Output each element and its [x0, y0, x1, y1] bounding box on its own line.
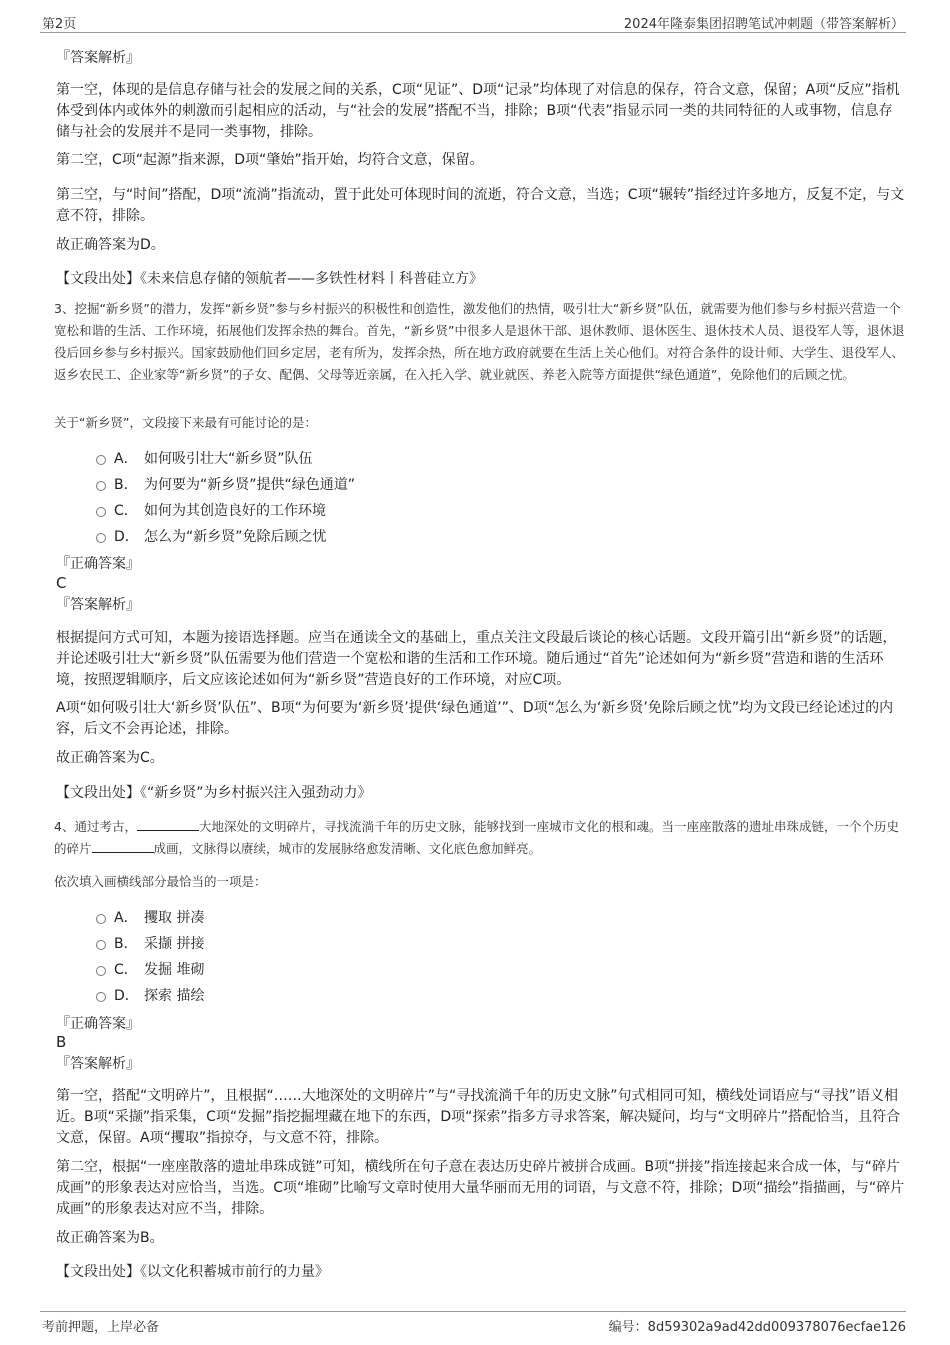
- q2-source: 【文段出处】《未来信息存储的领航者——多铁性材料丨科普硅立方》: [56, 271, 483, 287]
- q4-conclusion: 故正确答案为B。: [56, 1230, 164, 1246]
- q4-option-d[interactable]: D． 探索 描绘: [56, 983, 656, 1009]
- radio-button[interactable]: [96, 507, 106, 517]
- radio-button[interactable]: [96, 533, 106, 543]
- q3-stem: 3、挖掘“新乡贤”的潜力，发挥“新乡贤”参与乡村振兴的积极性和创造性，激发他们的热情，吸引壮大“新乡贤”队伍，就需要为他们参与乡村振兴营造一个宽松和谐的生活、工作环境，拓展他们发挥余热的舞台。首先，“新乡贤”中很多人是退休干部、退休教师、退休医生、退休技术人员、退役军人等，退休退役后回乡参与乡村振兴。国家鼓励他们回乡定居，老有所为，发挥余热，所在地方政府就要在生活上关心他们。对符合条件的设计师、大学生、退役军人、返乡农民工、企业家等“新乡贤”的子女、配偶、父母等近亲属，在入托入学、就业就医、养老入院等方面提供“绿色通道”，免除他们的后顾之忧。: [54, 301, 905, 382]
- page-header: [40, 10, 906, 33]
- q3-conclusion: 故正确答案为C。: [56, 750, 164, 766]
- radio-button[interactable]: [96, 481, 106, 491]
- q3-prompt: 关于“新乡贤”，文段接下来最有可能讨论的是：: [54, 415, 317, 430]
- q3-analysis-p2: A项“如何吸引壮大‘新乡贤’队伍”、B项“为何要为‘新乡贤’提供‘绿色通道’”、D项“怎么为‘新乡贤’免除后顾之忧”均为文段已经论述过的内容，后文不会再论述，排除。: [56, 700, 894, 737]
- q3-option-c[interactable]: C． 如何为其创造良好的工作环境: [56, 498, 656, 524]
- q3-option-d[interactable]: D． 怎么为“新乡贤”免除后顾之忧: [56, 524, 656, 550]
- q4-option-c[interactable]: C． 发掘 堆砌: [56, 957, 656, 983]
- q3-option-b[interactable]: B． 为何要为“新乡贤”提供“绿色通道”: [56, 472, 656, 498]
- q4-option-a[interactable]: A． 攫取 拼凑: [56, 905, 656, 931]
- q3-analysis-p1: 根据提问方式可知，本题为接语选择题。应当在通读全文的基础上，重点关注文段最后谈论的核心话题。文段开篇引出“新乡贤”的话题，并论述吸引壮大“新乡贤”队伍需要为他们营造一个宽松和谐的生活和工作环境。随后通过“首先”论述如何为“新乡贤”营造和谐的生活环境，按照逻辑顺序，后文应该论述如何为“新乡贤”营造良好的工作环境，对应C项。: [56, 630, 897, 688]
- radio-button[interactable]: [96, 914, 106, 924]
- q2-conclusion: 故正确答案为D。: [56, 237, 165, 253]
- q2-analysis-p1: 第一空，体现的是信息存储与社会的发展之间的关系，C项“见证”、D项“记录”均体现了对信息的保存，符合文意，保留；A项“反应”指机体受到体内或体外的刺激而引起相应的活动，与“社会的发展”搭配不当，排除；B项“代表”指显示同一类的共同特征的人或事物，信息存储与社会的发展并不是同一类事物，排除。: [56, 82, 900, 140]
- fill-blank: [92, 840, 154, 853]
- q2-analysis-label: 『答案解析』: [56, 50, 140, 66]
- radio-button[interactable]: [96, 992, 106, 1002]
- footer-slogan: 考前押题，上岸必备: [42, 1320, 160, 1335]
- q2-analysis-p3: 第三空，与“时间”搭配，D项“流淌”指流动，置于此处可体现时间的流逝，符合文意，当选；C项“辗转”指经过许多地方，反复不定，与文意不符，排除。: [56, 187, 905, 224]
- fill-blank: [137, 818, 199, 831]
- q4-answer: B: [56, 1033, 67, 1051]
- q4-analysis-p2: 第二空，根据“一座座散落的遗址串珠成链”可知，横线所在句子意在表达历史碎片被拼合成画。B项“拼接”指连接起来合成一体，与“碎片成画”的形象表达对应恰当，当选。C项“堆砌”比喻写文章时使用大量华丽而无用的词语，与文意不符，排除；D项“描绘”指描画，与“碎片成画”的形象表达对应不当，排除。: [56, 1159, 905, 1217]
- q4-analysis-label: 『答案解析』: [56, 1056, 140, 1072]
- q4-analysis-p1: 第一空，搭配“文明碎片”，且根据“……大地深处的文明碎片”与“寻找流淌千年的历史文脉”句式相同可知，横线处词语应与“寻找”语义相近。B项“采撷”指采集，C项“发掘”指挖掘埋藏在地下的东西，D项“探索”指多方寻求答案，解决疑问，均与“文明碎片”搭配恰当，且符合文意，保留。A项“攫取”指掠夺，与文意不符，排除。: [56, 1088, 901, 1146]
- q3-options: [56, 446, 656, 550]
- q4-prompt: 依次填入画横线部分最恰当的一项是：: [54, 874, 267, 889]
- q3-answer: C: [56, 574, 67, 592]
- document-title: 2024年隆泰集团招聘笔试冲刺题（带答案解析）: [623, 17, 904, 32]
- q4-stem: 4、通过考古， 大地深处的文明碎片，寻找流淌千年的历史文脉，能够找到一座城市文化的根和魂。当一座座散落的遗址串珠成链，一个个历史的碎片 成画，文脉得以赓续，城市的发展脉络愈发清晰、文化底色愈加鲜亮。: [54, 819, 899, 856]
- q3-analysis-label: 『答案解析』: [56, 597, 140, 613]
- radio-button[interactable]: [96, 940, 106, 950]
- q4-source: 【文段出处】《以文化积蓄城市前行的力量》: [56, 1264, 329, 1280]
- q3-source: 【文段出处】《“新乡贤”为乡村振兴注入强劲动力》: [56, 785, 372, 801]
- radio-button[interactable]: [96, 455, 106, 465]
- page-number: 第2页: [42, 17, 77, 32]
- q2-analysis-p2: 第二空，C项“起源”指来源，D项“肇始”指开始，均符合文意，保留。: [56, 152, 484, 168]
- page-footer: [40, 1311, 906, 1334]
- q3-answer-label: 『正确答案』: [56, 556, 140, 572]
- document-id: 编号：8d59302a9ad42dd009378076ecfae126: [608, 1320, 906, 1335]
- q4-answer-label: 『正确答案』: [56, 1016, 140, 1032]
- radio-button[interactable]: [96, 966, 106, 976]
- q3-option-a[interactable]: A． 如何吸引壮大“新乡贤”队伍: [56, 446, 656, 472]
- q4-option-b[interactable]: B． 采撷 拼接: [56, 931, 656, 957]
- q4-options: [56, 905, 656, 1009]
